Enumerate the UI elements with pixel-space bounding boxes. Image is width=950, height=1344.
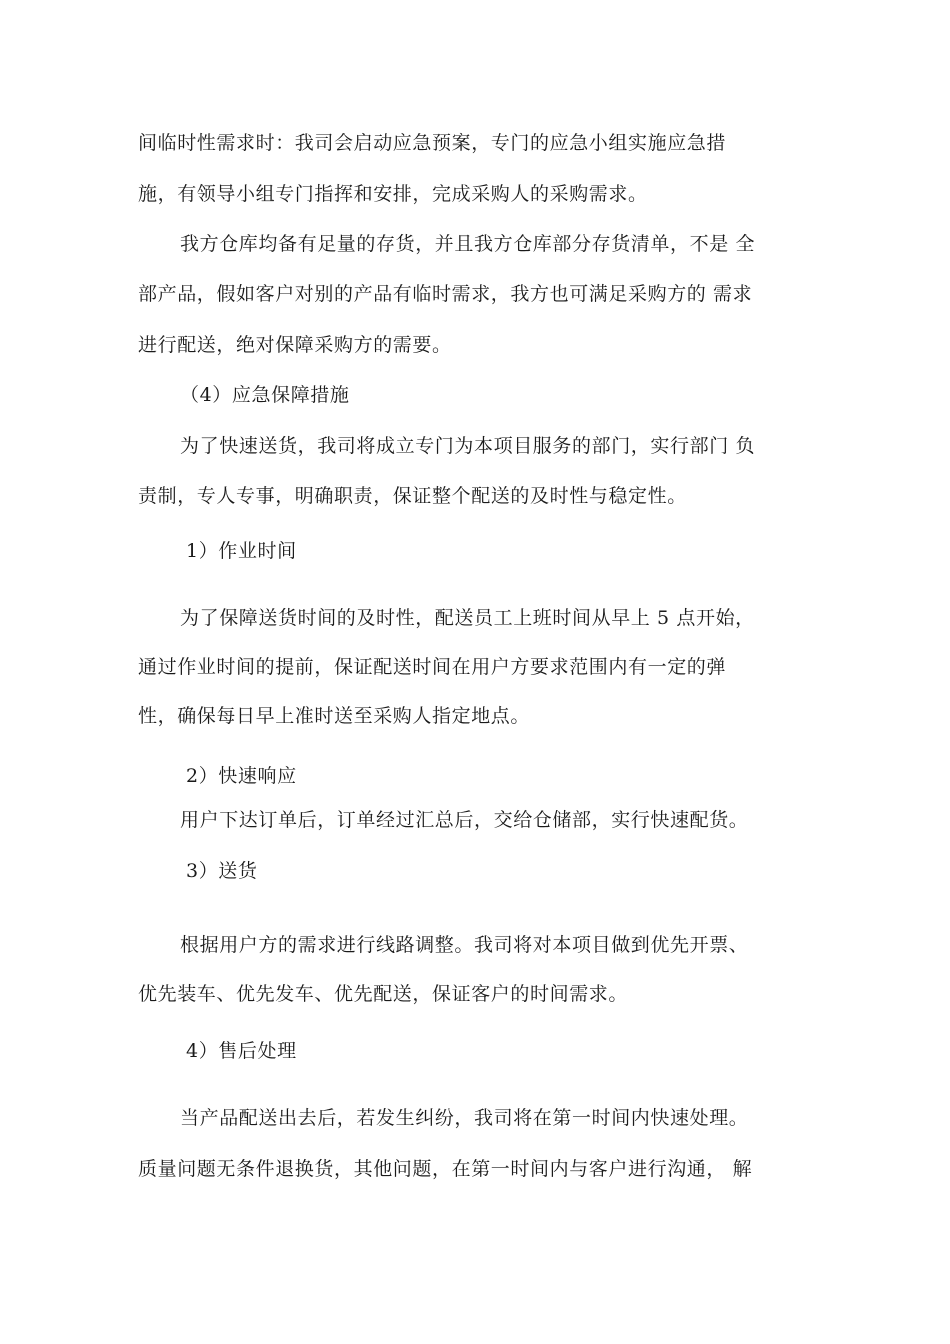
paragraph-line: 进行配送，绝对保障采购方的需要。	[138, 334, 452, 356]
paragraph-line: 间临时性需求时：我司会启动应急预案，专门的应急小组实施应急措	[138, 132, 727, 154]
subsection-heading: 3）送货	[186, 860, 258, 882]
paragraph-line: 通过作业时间的提前，保证配送时间在用户方要求范围内有一定的弹	[138, 656, 727, 678]
paragraph-line: 优先装车、优先发车、优先配送，保证客户的时间需求。	[138, 983, 629, 1005]
paragraph-line: 部产品，假如客户对别的产品有临时需求，我方也可满足采购方的 需求	[138, 283, 753, 305]
paragraph-line: 为了保障送货时间的及时性，配送员工上班时间从早上 5 点开始，	[180, 607, 755, 629]
paragraph-line: 当产品配送出去后，若发生纠纷，我司将在第一时间内快速处理。	[180, 1107, 749, 1129]
section-heading: （4）应急保障措施	[180, 384, 350, 406]
subsection-heading: 1）作业时间	[186, 540, 297, 562]
subsection-heading: 2）快速响应	[186, 765, 297, 787]
paragraph-line: 责制，专人专事，明确职责，保证整个配送的及时性与稳定性。	[138, 485, 687, 507]
paragraph-line: 质量问题无条件退换货，其他问题，在第一时间内与客户进行沟通， 解	[138, 1158, 753, 1180]
paragraph-line: 施，有领导小组专门指挥和安排，完成采购人的采购需求。	[138, 183, 648, 205]
paragraph-line: 为了快速送货，我司将成立专门为本项目服务的部门，实行部门 负	[180, 435, 756, 457]
subsection-heading: 4）售后处理	[186, 1040, 297, 1062]
paragraph-line: 性，确保每日早上准时送至采购人指定地点。	[138, 705, 531, 727]
paragraph-line: 我方仓库均备有足量的存货，并且我方仓库部分存货清单，不是 全	[180, 233, 756, 255]
paragraph-line: 用户下达订单后，订单经过汇总后，交给仓储部，实行快速配货。	[180, 809, 749, 831]
paragraph-line: 根据用户方的需求进行线路调整。我司将对本项目做到优先开票、	[180, 934, 749, 956]
